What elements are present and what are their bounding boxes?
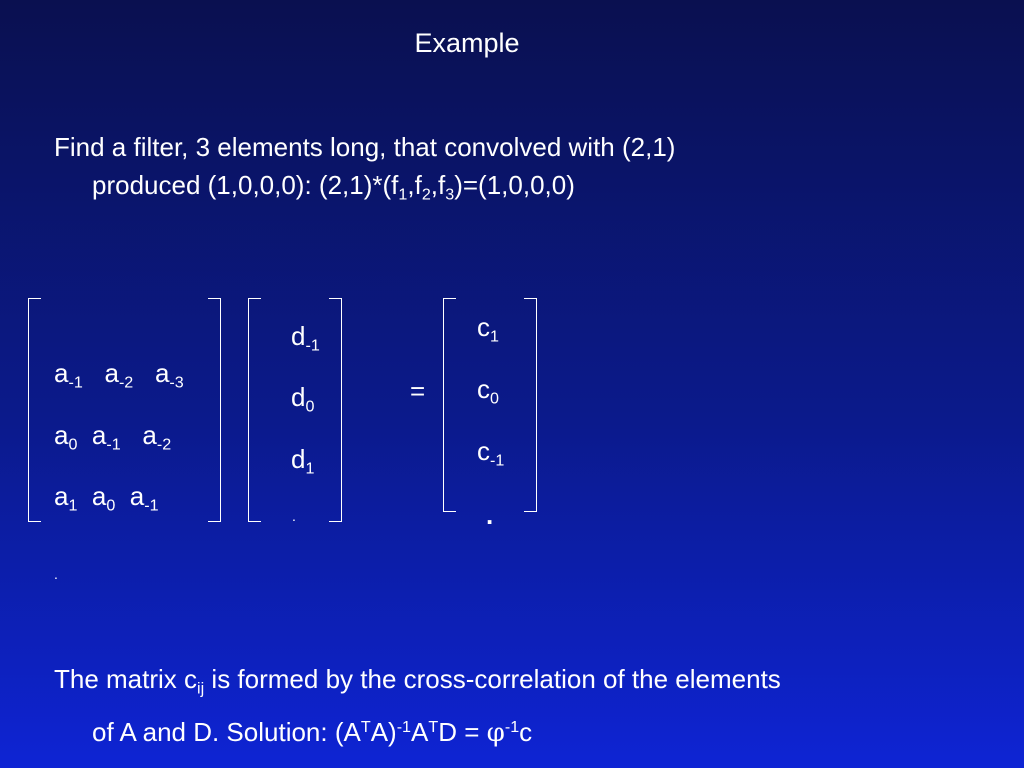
problem-line-1: Find a filter, 3 elements long, that convolved with (2,1) bbox=[54, 132, 676, 162]
vector-d-right-bracket bbox=[329, 298, 342, 522]
conclusion-line-2: of A and D. Solution: $(A^TA)^{-1}A^TD = \varphi^{-1}c$ bbox=[92, 716, 533, 748]
problem-statement bbox=[54, 128, 675, 214]
vector-d-continuation: . bbox=[292, 508, 296, 524]
matrix-a-row bbox=[54, 481, 159, 516]
matrix-a-continuation: . bbox=[54, 566, 58, 582]
matrix-a-entry: $a_{-1}$ bbox=[129, 481, 159, 515]
vector-c-right-bracket bbox=[524, 298, 537, 512]
vector-c-continuation: . bbox=[486, 500, 494, 530]
matrix-a-entry: $a_{-3}$ bbox=[154, 358, 184, 392]
vector-d-entry: $d_1$ bbox=[291, 444, 315, 478]
vector-d-left-bracket bbox=[248, 298, 261, 522]
vector-d-entry: $d_{-1}$ bbox=[291, 321, 320, 355]
matrix-a-right-bracket bbox=[208, 298, 221, 522]
matrix-a-row bbox=[54, 358, 184, 393]
matrix-a-entry: $a_0$ bbox=[91, 481, 116, 515]
conclusion-statement bbox=[54, 660, 781, 752]
matrix-a-left-bracket bbox=[28, 298, 41, 522]
conclusion-line-1: The matrix $c_{ij}$ is formed by the cross-correlation of the elements bbox=[54, 664, 781, 698]
problem-line-2: produced (1,0,0,0): $(2,1)*(f_1,f_2,f_3)=(1,0,0,0)$ bbox=[92, 170, 575, 204]
equals-sign: = bbox=[410, 376, 426, 406]
matrix-a-entry: $a_1$ bbox=[54, 481, 78, 515]
vector-c-left-bracket bbox=[443, 298, 456, 512]
vector-d-entry: $d_0$ bbox=[291, 382, 315, 416]
vector-c-entry: $c_1$ bbox=[477, 312, 499, 346]
phi-symbol: φ bbox=[486, 717, 505, 748]
vector-c-entry: $c_0$ bbox=[477, 374, 499, 408]
vector-c-entry: $c_{-1}$ bbox=[477, 436, 505, 470]
matrix-a-entry: $a_{-1}$ bbox=[54, 358, 83, 392]
matrix-a-entry: $a_0$ bbox=[54, 420, 78, 454]
matrix-a-row bbox=[54, 420, 171, 455]
matrix-a-entry: $a_{-2}$ bbox=[104, 358, 134, 392]
matrix-a-entry: $a_{-1}$ bbox=[91, 420, 121, 454]
slide-title: Example bbox=[414, 28, 520, 58]
matrix-a-entry: $a_{-2}$ bbox=[142, 420, 172, 454]
